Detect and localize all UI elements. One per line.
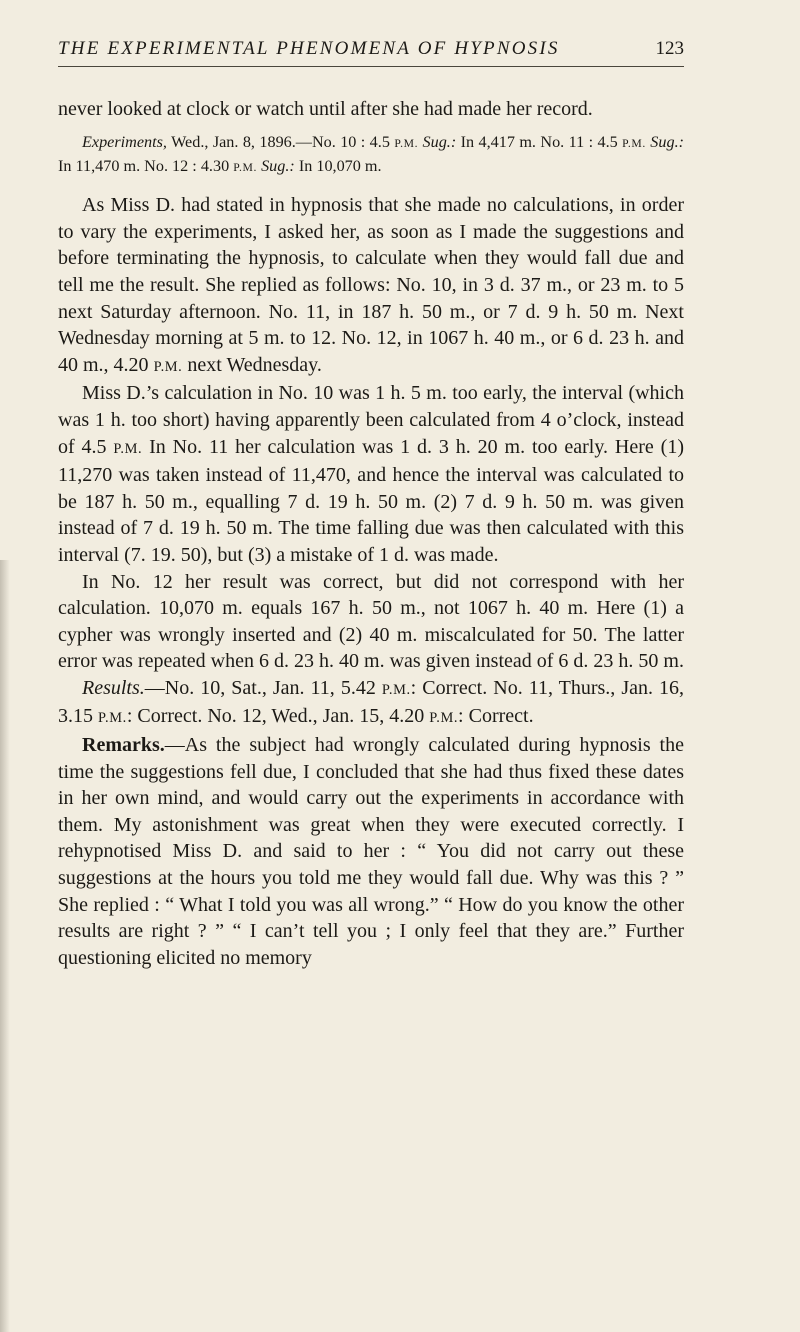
text-run: next Wednesday.	[182, 353, 322, 376]
text-run: As Miss D. had stated in hypnosis that she made no calculations, in order to vary the experiments, I asked her, as soon as I made the suggestions and before terminating the hypnosis, to calculate when they would fall due and tell me the result. She replied as follows: No. 10, in 3 d. 37 m., or 23 m. to 5 next Saturday afternoon. No. 11, in 187 h. 50 m., or 7 d. 9 h. 50 m. Next Wednesday morning at 5 m. to 12. No. 12, in 1067 h. 40 m., or 6 d. 23 h. and 40 m., 4.20	[58, 194, 684, 376]
pm-abbrev: P.M.	[381, 681, 411, 698]
text-run: : Correct.	[458, 705, 534, 728]
pm-abbrev: P.M.	[429, 710, 459, 727]
pm-abbrev: P.M.	[622, 136, 646, 150]
text-run: In No. 11 her calculation was 1 d. 3 h. 20 m. too early. Here (1) 11,270 was taken instead of 11,470, and hence the interval was calculated to be 187 h. 50 m., equalling 7 d. 19 h. 50 m. (2) 7 d. 9 h. 50 m. was given instead of 7 d. 19 h. 50 m. The time falling due was then calculated with this interval (7. 19. 50), but (3) a mistake of 1 d. was made.	[58, 435, 684, 566]
sug-label: Sug.:	[418, 132, 457, 151]
body-text	[58, 96, 684, 971]
paragraph-results	[58, 675, 684, 732]
text-run: —As the subject had wrongly calculated during hypnosis the time the suggestions fell due, I concluded that she had thus fixed these dates in her own mind, and would carry out the experiments in accordance with them. My astonishment was great when they were executed correctly. I rehypnotised Miss D. and said to her : “ You did not carry out these suggestions at the hours you told me they would fall due. Why was this ? ” She replied : “ What I told you was all wrong.” “ How do you know the other results are right ? ” “ I can’t tell you ; I only feel that they are.” Further questioning elicited no memory	[58, 734, 684, 969]
paragraph-continuation: never looked at clock or watch until after she had made her record.	[58, 98, 593, 120]
pm-abbrev: P.M.	[113, 440, 143, 457]
page-number: 123	[655, 38, 684, 59]
text-run: —No. 10, Sat., Jan. 11, 5.42	[144, 676, 382, 699]
text-run: In 11,470 m. No. 12 : 4.30	[58, 157, 234, 176]
header-rule	[58, 66, 684, 67]
text-run: Wed., Jan. 8, 1896.—No. 10 : 4.5	[166, 132, 395, 151]
pm-abbrev: P.M.	[98, 710, 127, 727]
running-head	[58, 38, 684, 60]
experiments-label: Experiments,	[82, 132, 167, 151]
pm-abbrev: P.M.	[233, 161, 258, 175]
paragraph-calculation-analysis	[58, 380, 684, 568]
remarks-label: Remarks.	[82, 734, 165, 757]
pm-abbrev: P.M.	[153, 358, 183, 375]
text-run: : Correct. No. 12, Wed., Jan. 15, 4.20	[126, 705, 430, 728]
paragraph-no12-analysis: In No. 12 her result was correct, but did not correspond with her calculation. 10,070 m. equals 167 h. 50 m., not 1067 h. 40 m. Here (1) a cypher was wrongly inserted and (2) 40 m. miscalculated for 50. The latter error was repeated when 6 d. 23 h. 40 m. was given instead of 6 d. 23 h. 50 m.	[58, 570, 684, 673]
paragraph-remarks	[58, 732, 684, 971]
running-title: THE EXPERIMENTAL PHENOMENA OF HYPNOSIS	[58, 38, 560, 59]
text-run: In 4,417 m. No. 11 : 4.5	[456, 132, 623, 151]
text-run: Miss D.’s calculation in No. 10 was 1 h. 5 m. too early, the interval (which was 1 h. too short) having apparently been calculated from 4 o’clock, instead of 4.5	[58, 382, 684, 458]
text-run: In 10,070 m.	[294, 157, 382, 176]
sug-label: Sug.:	[257, 157, 295, 176]
page-edge-shadow	[0, 560, 10, 1332]
sug-label: Sug.:	[645, 132, 685, 151]
paragraph-experiments	[58, 131, 684, 181]
pm-abbrev: P.M.	[394, 136, 419, 150]
paragraph-calculation-request	[58, 192, 684, 380]
results-label: Results.	[82, 676, 145, 699]
text-run: : Correct. No. 11, Thurs., Jan. 16, 3.15	[58, 676, 685, 728]
